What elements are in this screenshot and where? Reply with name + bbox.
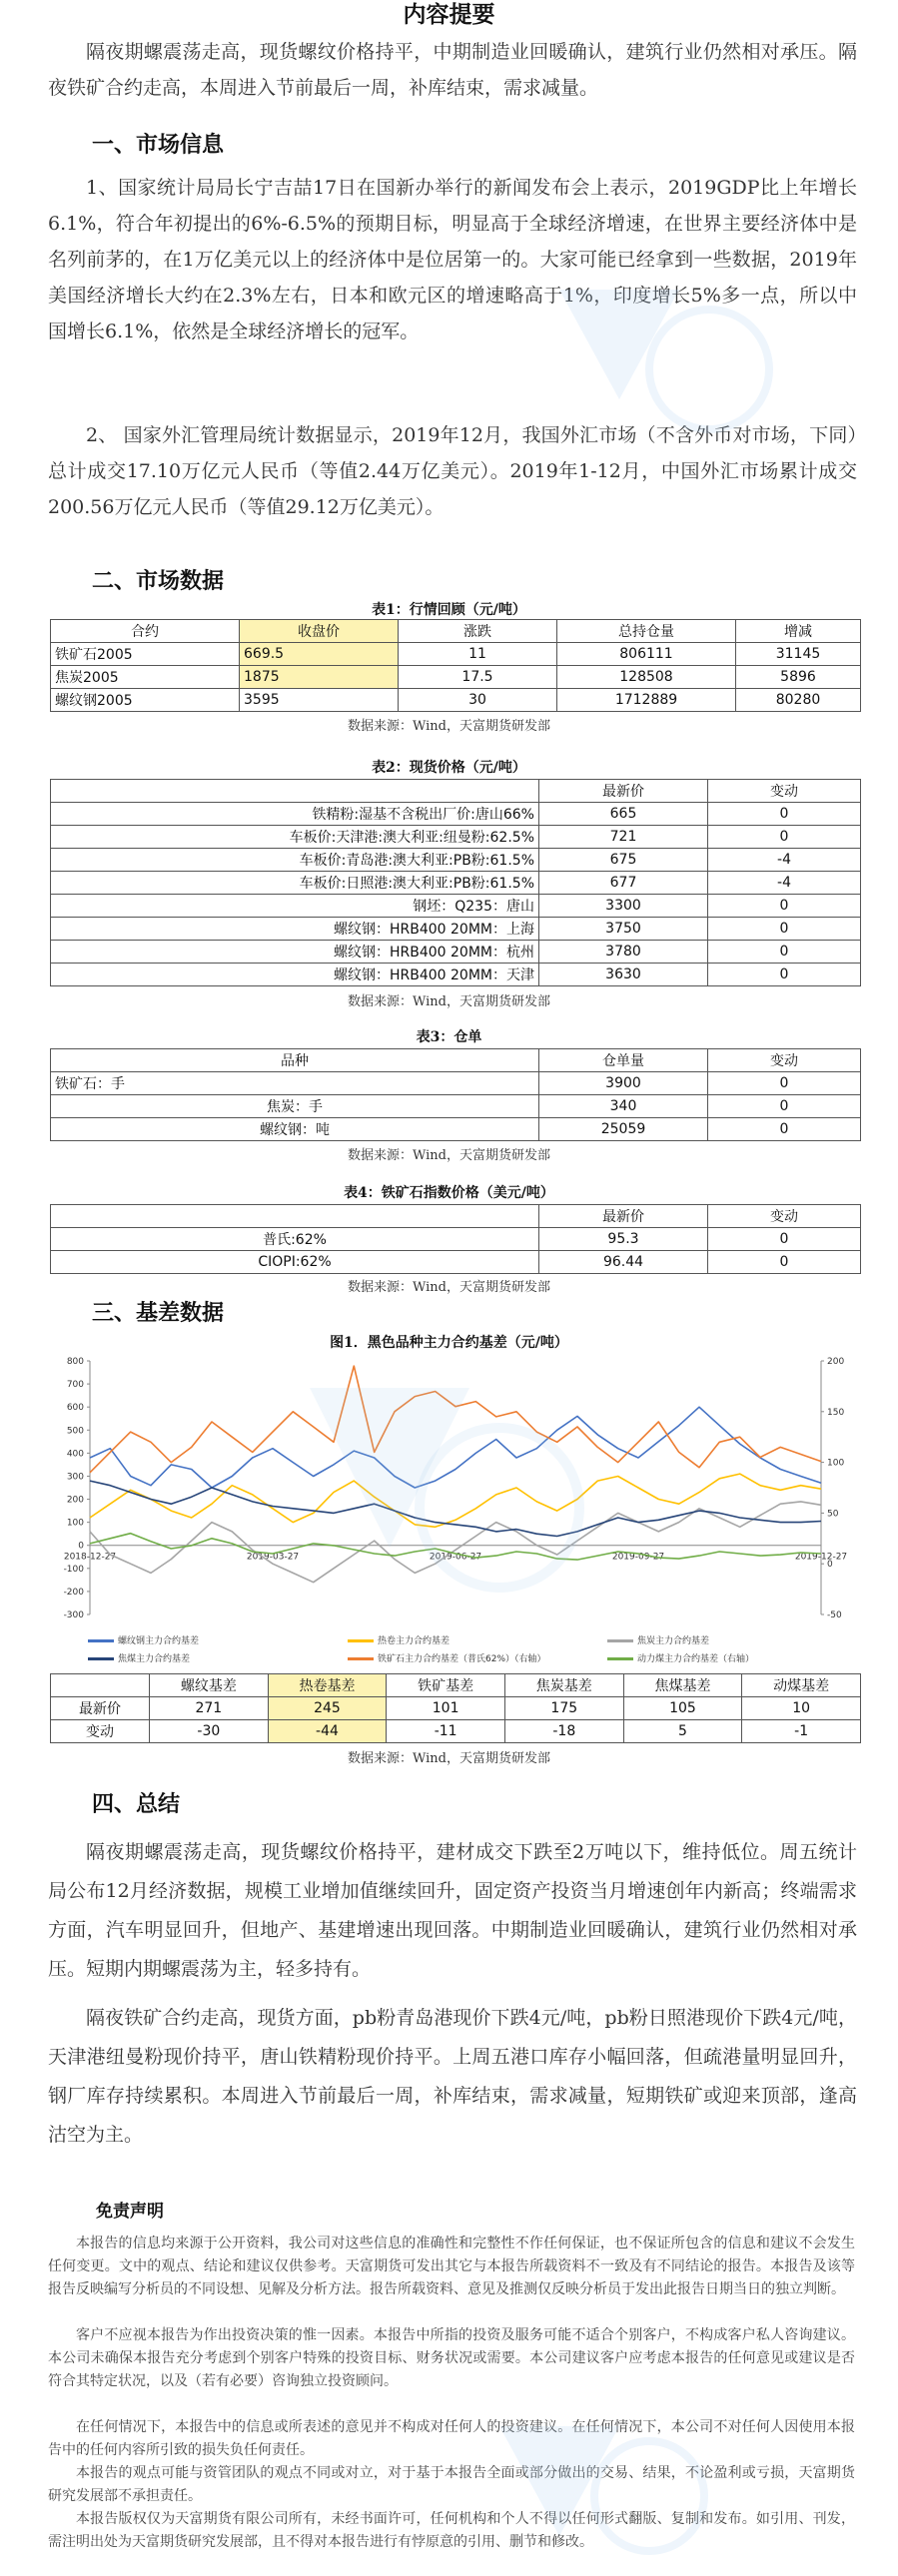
table-row — [51, 918, 861, 941]
header-cell: 焦炭基差 — [504, 1674, 623, 1697]
table-cell: 1875 — [240, 666, 399, 689]
legend-item — [607, 1633, 709, 1646]
table-header-row — [51, 620, 861, 643]
table-cell: 螺纹钢2005 — [51, 689, 240, 712]
x-axis-tick-label: 2019-03-27 — [246, 1552, 300, 1563]
y-axis-tick-label: 700 — [66, 1380, 84, 1391]
basis-line-chart — [50, 1353, 861, 1652]
basis-source: 数据来源：Wind，天富期货研发部 — [348, 1751, 550, 1766]
table-cell: -30 — [150, 1720, 269, 1743]
table-cell: 铁矿石2005 — [51, 643, 240, 666]
table-cell: 焦炭2005 — [51, 666, 240, 689]
table-row — [51, 941, 861, 964]
table-cell: 螺纹钢：HRB400 20MM：杭州 — [51, 941, 539, 964]
legend-label: 焦炭主力合约基差 — [637, 1636, 710, 1646]
table-cell: 17.5 — [399, 666, 557, 689]
table-cell: 车板价:日照港:澳大利亚:PB粉:61.5% — [51, 872, 539, 895]
series-line — [90, 1366, 821, 1473]
y-axis-tick-label: 300 — [66, 1472, 84, 1483]
table-cell: 677 — [539, 872, 708, 895]
table-cell: 最新价 — [51, 1697, 150, 1720]
table-cell: 螺纹钢：吨 — [51, 1118, 539, 1141]
table-cell: CIOPI:62% — [51, 1251, 539, 1274]
table-cell: 101 — [387, 1697, 505, 1720]
table-cell: 0 — [708, 1251, 861, 1274]
table-cell: 0 — [708, 803, 861, 826]
table-cell: 80280 — [736, 689, 861, 712]
figure-caption: 图1．黑色品种主力合约基差（元/吨） — [330, 1335, 568, 1351]
table-basis — [50, 1673, 861, 1743]
table-cell: 车板价:天津港:澳大利亚:纽曼粉:62.5% — [51, 826, 539, 849]
header-cell: 仓单量 — [539, 1049, 708, 1072]
header-cell: 合约 — [51, 620, 240, 643]
table4-source: 数据来源：Wind，天富期货研发部 — [348, 1280, 550, 1295]
y2-axis-tick-label: 200 — [827, 1357, 845, 1367]
table-cell: 105 — [623, 1697, 742, 1720]
table-cell: 焦炭：手 — [51, 1095, 539, 1118]
y-axis-tick-label: 200 — [66, 1495, 84, 1506]
table-row — [51, 872, 861, 895]
table-header-row — [51, 780, 861, 803]
y-axis-tick-label: 400 — [66, 1449, 84, 1460]
table-cell: 钢坯：Q235：唐山 — [51, 895, 539, 918]
legend-item — [348, 1633, 449, 1646]
table-header-row — [51, 1205, 861, 1228]
table-cell: 96.44 — [539, 1251, 708, 1274]
table-cell: 0 — [708, 1072, 861, 1095]
table-cell: 11 — [399, 643, 557, 666]
table2-caption: 表2：现货价格（元/吨） — [372, 760, 526, 776]
y-axis-tick-label: 800 — [66, 1357, 84, 1367]
table-cell: 95.3 — [539, 1228, 708, 1251]
header-cell: 变动 — [708, 780, 861, 803]
header-cell: 变动 — [708, 1205, 861, 1228]
legend-item — [88, 1633, 199, 1646]
table1-caption: 表1：行情回顾（元/吨） — [372, 602, 526, 618]
section-heading-basis-data: 三、基差数据 — [92, 1301, 225, 1326]
table3-source: 数据来源：Wind，天富期货研发部 — [348, 1148, 550, 1163]
table-cell: 271 — [150, 1697, 269, 1720]
x-axis-tick-label: 2019-06-27 — [429, 1552, 482, 1563]
page-title: 内容提要 — [403, 2, 495, 28]
disclaimer-paragraph: 本报告的观点可能与资管团队的观点不同或对立，对于基于本报告全面或部分做出的交易、结果，不论盈利或亏损，天富期货研究发展部不承担责任。 — [48, 2465, 855, 2504]
table-cell: 0 — [708, 941, 861, 964]
header-cell: 收盘价 — [240, 620, 399, 643]
table-row — [51, 1720, 861, 1743]
header-cell: 焦煤基差 — [623, 1674, 742, 1697]
table-cell: 螺纹钢：HRB400 20MM：上海 — [51, 918, 539, 941]
header-cell: 螺纹基差 — [150, 1674, 269, 1697]
summary-paragraph-1: 隔夜期螺震荡走高，现货螺纹价格持平，建材成交下跌至2万吨以下，维持低位。周五统计局公布12月经济数据，规模工业增加值继续回升，固定资产投资当月增速创年内新高；终端需求方面，汽车明显回升，但地产、基建增速出现回落。中期制造业回暖确认，建筑行业仍然相对承压。短期内期螺震荡为主，轻多持有。 — [48, 1841, 857, 1980]
section-heading-market-info: 一、市场信息 — [92, 133, 225, 158]
table-cell: -44 — [268, 1720, 387, 1743]
table-row — [51, 849, 861, 872]
table-cell: 675 — [539, 849, 708, 872]
table-cell: 0 — [708, 1228, 861, 1251]
header-cell: 动煤基差 — [742, 1674, 861, 1697]
table-cell: -11 — [387, 1720, 505, 1743]
table-cell: -18 — [504, 1720, 623, 1743]
legend-label: 螺纹钢主力合约基差 — [118, 1636, 200, 1646]
y-axis-tick-label: 0 — [78, 1541, 84, 1552]
header-cell: 涨跌 — [399, 620, 557, 643]
legend-label: 热卷主力合约基差 — [378, 1636, 450, 1646]
table-row — [51, 1697, 861, 1720]
header-cell: 铁矿基差 — [387, 1674, 505, 1697]
header-cell: 热卷基差 — [268, 1674, 387, 1697]
table-cell: 变动 — [51, 1720, 150, 1743]
table-cell: 245 — [268, 1697, 387, 1720]
table-cell: 0 — [708, 918, 861, 941]
series-line — [90, 1474, 821, 1527]
table-row — [51, 1095, 861, 1118]
table-cell: 175 — [504, 1697, 623, 1720]
table-cell: 普氏:62% — [51, 1228, 539, 1251]
table-cell: 30 — [399, 689, 557, 712]
table-row — [51, 964, 861, 986]
header-cell — [51, 780, 539, 803]
table-warehouse-receipts — [50, 1048, 861, 1141]
table-cell: 螺纹钢：HRB400 20MM：天津 — [51, 964, 539, 986]
table-cell: 车板价:青岛港:澳大利亚:PB粉:61.5% — [51, 849, 539, 872]
table3-caption: 表3：仓单 — [416, 1029, 482, 1045]
table4-caption: 表4：铁矿石指数价格（美元/吨） — [344, 1185, 554, 1201]
table-cell: 25059 — [539, 1118, 708, 1141]
header-cell: 最新价 — [539, 780, 708, 803]
table-row — [51, 895, 861, 918]
table-cell: 3780 — [539, 941, 708, 964]
table-cell: 5896 — [736, 666, 861, 689]
legend-item — [607, 1651, 754, 1664]
y2-axis-tick-label: 100 — [827, 1458, 845, 1469]
table-row — [51, 689, 861, 712]
table-cell: 10 — [742, 1697, 861, 1720]
table-cell: 3750 — [539, 918, 708, 941]
table-cell: 0 — [708, 1118, 861, 1141]
disclaimer-paragraph: 在任何情况下，本报告中的信息或所表述的意见并不构成对任何人的投资建议。在任何情况下，本公司不对任何人因使用本报告中的任何内容所引致的损失负任何责任。 — [48, 2419, 855, 2458]
legend-label: 动力煤主力合约基差（右轴） — [637, 1654, 755, 1664]
y2-axis-tick-label: 150 — [827, 1407, 845, 1418]
table-cell: 665 — [539, 803, 708, 826]
y-axis-tick-label: 500 — [66, 1426, 84, 1437]
table-row — [51, 1072, 861, 1095]
market-info-paragraph-1: 1、国家统计局局长宁吉喆17日在国新办举行的新闻发布会上表示，2019GDP比上年增长6.1%，符合年初提出的6%-6.5%的预期目标，明显高于全球经济增速，在世界主要经济体中是名列前茅的，在1万亿美元以上的经济体中是位居第一的。大家可能已经拿到一些数据，2019年美国经济增长大约在2.3%左右，日本和欧元区的增速略高于1%，印度增长5%多一点，所以中国增长6.1%，依然是全球经济增长的冠军。 — [48, 177, 857, 342]
section-heading-summary: 四、总结 — [92, 1792, 181, 1817]
table-cell: 铁精粉:湿基不含税出厂价:唐山66% — [51, 803, 539, 826]
header-cell — [51, 1205, 539, 1228]
table-cell: 31145 — [736, 643, 861, 666]
table-header-row — [51, 1049, 861, 1072]
x-axis-tick-label: 2019-12-27 — [794, 1552, 848, 1563]
table-cell: 0 — [708, 895, 861, 918]
legend-label: 铁矿石主力合约基差（普氏62%）（右轴） — [378, 1654, 546, 1664]
table-cell: 3300 — [539, 895, 708, 918]
table2-source: 数据来源：Wind，天富期货研发部 — [348, 994, 550, 1009]
table-cell: 0 — [708, 964, 861, 986]
table-cell: 铁矿石：手 — [51, 1072, 539, 1095]
legend-item — [88, 1651, 190, 1664]
table-cell: -4 — [708, 872, 861, 895]
x-axis-tick-label: 2019-09-27 — [611, 1552, 665, 1563]
summary-paragraph: 隔夜期螺震荡走高，现货螺纹价格持平，中期制造业回暖确认，建筑行业仍然相对承压。隔夜铁矿合约走高，本周进入节前最后一周，补库结束，需求减量。 — [48, 41, 857, 99]
table-row — [51, 666, 861, 689]
table-cell: -1 — [742, 1720, 861, 1743]
y-axis-tick-label: 100 — [66, 1518, 84, 1529]
table-cell: 3900 — [539, 1072, 708, 1095]
table-row — [51, 1251, 861, 1274]
table-row — [51, 643, 861, 666]
table-market-review — [50, 619, 861, 712]
y-axis-tick-label: -300 — [63, 1610, 84, 1620]
market-info-paragraph-2: 2、 国家外汇管理局统计数据显示，2019年12月，我国外汇市场（不含外币对市场，下同）总计成交17.10万亿元人民币（等值2.44万亿美元）。2019年1-12月，中国外汇市场累计成交200.56万亿元人民币（等值29.12万亿美元）。 — [48, 424, 857, 518]
y-axis-tick-label: -100 — [63, 1564, 84, 1575]
table-cell: 806111 — [557, 643, 736, 666]
y-axis-tick-label: -200 — [63, 1587, 84, 1598]
disclaimer-paragraph: 本报告版权仅为天富期货有限公司所有，未经书面许可，任何机构和个人不得以任何形式翻版、复制和发布。如引用、刊发，需注明出处为天富期货研究发展部，且不得对本报告进行有悖原意的引用、删节和修改。 — [48, 2511, 855, 2550]
table1-source: 数据来源：Wind，天富期货研发部 — [348, 719, 550, 734]
table-cell: 669.5 — [240, 643, 399, 666]
y-axis-tick-label: 600 — [66, 1403, 84, 1414]
legend-label: 焦煤主力合约基差 — [118, 1654, 191, 1664]
table-header-row — [51, 1674, 861, 1697]
table-cell: 0 — [708, 1095, 861, 1118]
disclaimer-paragraph: 客户不应视本报告为作出投资决策的惟一因素。本报告中所指的投资及服务可能不适合个别客户，不构成客户私人咨询建议。本公司未确保本报告充分考虑到个别客户特殊的投资目标、财务状况或需要。本公司建议客户应考虑本报告的任何意见或建议是否符合其特定状况，以及（若有必要）咨询独立投资顾问。 — [48, 2327, 855, 2389]
y2-axis-tick-label: 0 — [827, 1560, 833, 1571]
table-cell: 340 — [539, 1095, 708, 1118]
table-row — [51, 1118, 861, 1141]
header-cell: 变动 — [708, 1049, 861, 1072]
table-cell: 3630 — [539, 964, 708, 986]
y2-axis-tick-label: 50 — [827, 1509, 839, 1520]
table-cell: 0 — [708, 826, 861, 849]
table-cell: -4 — [708, 849, 861, 872]
chart-legend — [88, 1633, 847, 1667]
table-cell: 128508 — [557, 666, 736, 689]
series-line — [90, 1481, 821, 1536]
header-cell: 品种 — [51, 1049, 539, 1072]
header-cell — [51, 1674, 150, 1697]
legend-item — [348, 1651, 546, 1664]
table-cell: 3595 — [240, 689, 399, 712]
table-row — [51, 1228, 861, 1251]
table-row — [51, 826, 861, 849]
summary-paragraph-2: 隔夜铁矿合约走高，现货方面，pb粉青岛港现价下跌4元/吨，pb粉日照港现价下跌4元/吨，天津港纽曼粉现价持平，唐山铁精粉现价持平。上周五港口库存小幅回落，但疏港量明显回升，钢厂库存持续累积。本周进入节前最后一周，补库结束，需求减量，短期铁矿或迎来顶部，逢高沽空为主。 — [48, 2007, 857, 2146]
disclaimer-heading: 免责声明 — [96, 2202, 164, 2222]
section-heading-market-data: 二、市场数据 — [92, 569, 225, 594]
x-axis-tick-label: 2018-12-27 — [63, 1552, 117, 1563]
disclaimer-paragraph: 本报告的信息均来源于公开资料，我公司对这些信息的准确性和完整性不作任何保证，也不保证所包含的信息和建议不会发生任何变更。文中的观点、结论和建议仅供参考。天富期货可发出其它与本报告所载资料不一致及有不同结论的报告。本报告及该等报告反映编写分析员的不同设想、见解及分析方法。报告所载资料、意见及推测仅反映分析员于发出此报告日期当日的独立判断。 — [48, 2236, 855, 2297]
table-cell: 5 — [623, 1720, 742, 1743]
y2-axis-tick-label: -50 — [827, 1610, 842, 1620]
table-spot-prices — [50, 779, 861, 986]
table-cell: 721 — [539, 826, 708, 849]
header-cell: 最新价 — [539, 1205, 708, 1228]
header-cell: 增减 — [736, 620, 861, 643]
series-line — [90, 1407, 821, 1488]
table-cell: 1712889 — [557, 689, 736, 712]
table-iron-ore-index — [50, 1204, 861, 1274]
header-cell: 总持仓量 — [557, 620, 736, 643]
table-row — [51, 803, 861, 826]
